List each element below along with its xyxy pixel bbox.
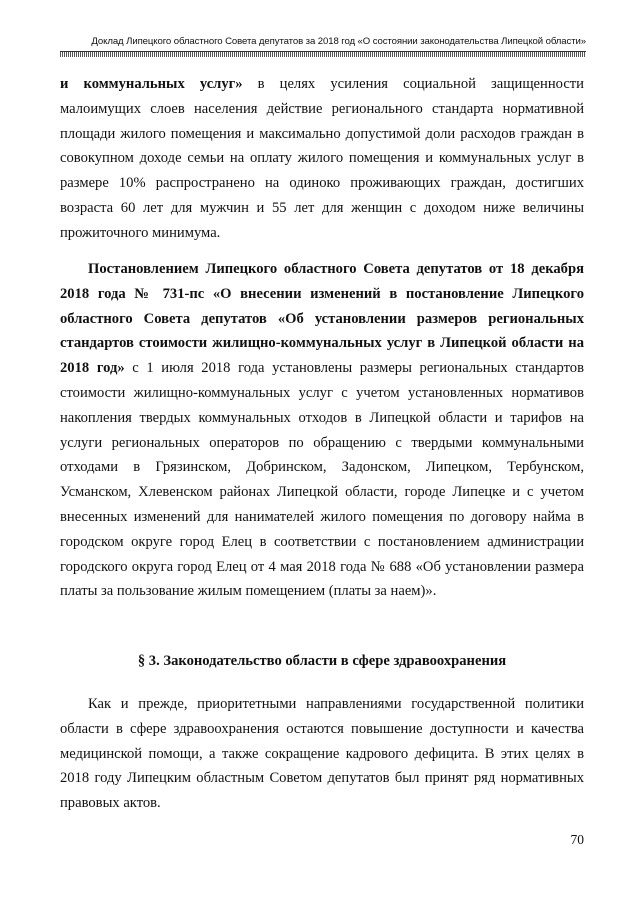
paragraph-3-text: Как и прежде, приоритетными направлениями государственной политики области в сфере здравоохранения остаются повышение доступности и качества медицинской помощи, а также сокращение кадрового дефицита. В этих целях в 2018 году Липецким областным Советом депутатов был принят ряд нормативных правовых актов. — [60, 696, 584, 812]
section-heading — [60, 649, 584, 674]
header-rule — [60, 51, 586, 57]
section-heading-text: § 3. Законодательство области в сфере здравоохранения — [137, 653, 507, 669]
paragraph-1 — [60, 72, 584, 246]
paragraph-2-bold-lead: Постановлением Липецкого областного Совета депутатов от 18 декабря 2018 года № 731-пс «О внесении изменений в постановление Липецкого областного Совета депутатов «Об установлении размеров региональных стандартов стоимости жилищно-коммунальных услуг в Липецкой области на 2018 год» — [60, 261, 584, 377]
paragraph-3 — [60, 692, 584, 816]
paragraph-2-text: с 1 июля 2018 года установлены размеры региональных стандартов стоимости жилищно-коммунальных услуг с учетом установленных нормативов накопления твердых коммунальных отходов в Липецкой области и тарифов на услуги региональных операторов по обращению с твердыми коммунальными отходами в Грязинском, Добринском, Задонском, Липецком, Тербунском, Усманском, Хлевенском районах Липецкой области, городе Липецке и с учетом внесенных изменений для нанимателей жилого помещения по договору найма в городском округе город Елец в соответствии с постановлением администрации городского округа город Елец от 4 мая 2018 года № 688 «Об установлении размера платы за пользование жилым помещением (платы за наем)». — [60, 360, 584, 600]
paragraph-1-bold-lead: и коммунальных услуг» — [60, 76, 243, 92]
paragraph-2 — [60, 257, 584, 604]
running-header: Доклад Липецкого областного Совета депутатов за 2018 год «О состоянии законодательства Липецкой области» — [91, 36, 586, 47]
paragraph-1-text: в целях усиления социальной защищенности малоимущих слоев населения действие регионального стандарта нормативной площади жилого помещения и максимально допустимой доли расходов граждан в совокупном доходе семьи на оплату жилого помещения и коммунальных услуг в размере 10% распространено на одиноко проживающих граждан, достигших возраста 60 лет для мужчин и 55 лет для женщин с доходом ниже величины прожиточного минимума. — [60, 76, 584, 241]
page-number: 70 — [570, 832, 584, 847]
